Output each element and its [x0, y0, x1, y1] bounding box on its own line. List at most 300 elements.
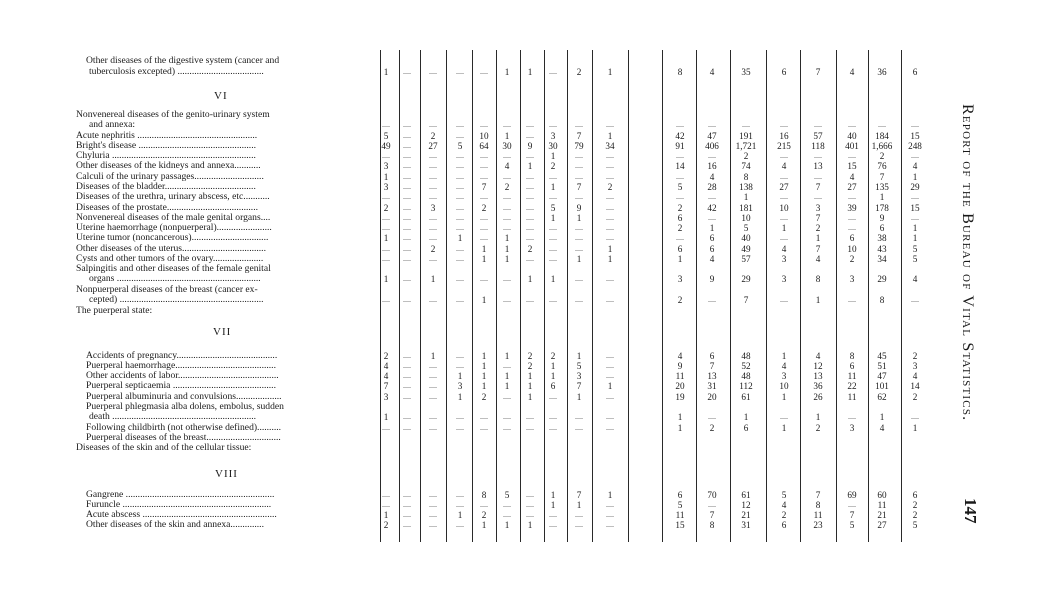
table-cell: ....: [848, 223, 856, 232]
table-cell: ....: [526, 233, 534, 242]
table-cell: ....: [848, 295, 856, 304]
table-cell: 2: [576, 67, 582, 77]
table-cell: 1: [879, 412, 885, 422]
table-cell: ....: [456, 351, 464, 360]
table-cell: 1: [781, 423, 787, 433]
table-cell: ....: [456, 254, 464, 263]
table-cell: ....: [780, 412, 788, 421]
table-cell: 1: [550, 182, 556, 192]
row-label: Calculi of the urinary passages.............................: [76, 172, 264, 182]
table-cell: ....: [848, 412, 856, 421]
table-cell: 3: [576, 371, 582, 381]
table-cell: ....: [503, 412, 511, 421]
table-cell: 1: [481, 351, 487, 361]
table-cell: 1: [781, 392, 787, 402]
table-cell: ....: [456, 161, 464, 170]
table-cell: ....: [676, 233, 684, 242]
table-cell: 6: [743, 423, 749, 433]
table-cell: 4: [912, 161, 918, 171]
table-cell: ....: [526, 500, 534, 509]
table-cell: ....: [848, 120, 856, 129]
table-cell: 4: [709, 172, 715, 182]
table-cell: 6: [879, 223, 885, 233]
table-cell: ....: [503, 213, 511, 222]
table-cell: ....: [480, 223, 488, 232]
table-cell: ....: [480, 423, 488, 432]
table-cell: 11: [877, 500, 887, 510]
row-label: Nonvenereal diseases of the male genital organs....: [76, 213, 271, 223]
table-cell: ....: [480, 151, 488, 160]
table-cell: 36: [877, 67, 887, 77]
table-cell: ....: [549, 412, 557, 421]
row-label: Salpingitis and other diseases of the female genital: [76, 264, 271, 274]
row-label: Accidents of pregnancy..........................................: [86, 351, 278, 361]
table-cell: ....: [480, 172, 488, 181]
table-cell: 45: [877, 351, 887, 361]
table-cell: 49: [381, 141, 391, 151]
table-cell: 12: [741, 500, 751, 510]
table-cell: ....: [606, 192, 614, 201]
table-cell: ....: [708, 412, 716, 421]
row-label: Other accidents of labor..........................................: [86, 371, 279, 381]
table-cell: ....: [503, 510, 511, 519]
table-cell: ....: [526, 510, 534, 519]
table-cell: ....: [780, 151, 788, 160]
table-cell: ....: [429, 120, 437, 129]
table-cell: ....: [848, 151, 856, 160]
table-cell: ....: [456, 192, 464, 201]
table-cell: 6: [781, 67, 787, 77]
table-cell: ....: [606, 510, 614, 519]
row-label: Chyluria ............................................................: [76, 151, 256, 161]
table-cell: ....: [403, 161, 411, 170]
table-cell: ....: [503, 172, 511, 181]
table-cell: 10: [741, 213, 751, 223]
table-cell: ....: [606, 203, 614, 212]
table-cell: 4: [781, 161, 787, 171]
table-cell: 1: [781, 351, 787, 361]
table-cell: ....: [549, 254, 557, 263]
table-cell: 7: [576, 381, 582, 391]
table-cell: 1: [677, 412, 683, 422]
table-cell: ....: [429, 67, 437, 76]
section-heading-viii: VIII: [215, 468, 238, 480]
table-cell: ....: [911, 295, 919, 304]
table-cell: 1: [383, 233, 389, 243]
table-cell: 2: [677, 223, 683, 233]
table-cell: 2: [383, 351, 389, 361]
table-cell: 70: [707, 490, 717, 500]
table-cell: 1: [383, 510, 389, 520]
table-cell: 4: [781, 244, 787, 254]
table-cell: ....: [911, 192, 919, 201]
table-cell: ....: [575, 274, 583, 283]
table-cell: 2: [781, 510, 787, 520]
row-label: Other diseases of the uterus...................................: [76, 244, 266, 254]
table-cell: 38: [877, 233, 887, 243]
table-cell: 15: [910, 203, 920, 213]
table-cell: ....: [606, 120, 614, 129]
table-cell: 1: [527, 381, 533, 391]
table-cell: ....: [575, 244, 583, 253]
table-cell: 20: [707, 392, 717, 402]
table-cell: 1: [527, 371, 533, 381]
table-cell: 30: [548, 141, 558, 151]
table-cell: 60: [877, 490, 887, 500]
table-cell: ....: [382, 192, 390, 201]
table-cell: 401: [845, 141, 859, 151]
table-cell: ....: [526, 182, 534, 191]
row-label: Uterine haemorrhage (nonpuerperal).......................: [76, 223, 272, 233]
table-cell: 4: [504, 161, 510, 171]
table-cell: ....: [480, 233, 488, 242]
table-cell: 4: [912, 274, 918, 284]
table-cell: 10: [479, 131, 489, 141]
table-cell: ....: [526, 172, 534, 181]
table-cell: 1: [481, 244, 487, 254]
table-cell: 4: [879, 423, 885, 433]
table-cell: ....: [606, 161, 614, 170]
row-label: Gangrene ..............................................................: [86, 490, 275, 500]
table-cell: 40: [847, 131, 857, 141]
table-cell: 11: [813, 510, 823, 520]
row-label: Uterine tumor (noncancerous)................................: [76, 233, 269, 243]
table-cell: ....: [606, 520, 614, 529]
table-cell: ....: [526, 423, 534, 432]
table-cell: ....: [456, 151, 464, 160]
row-label: Acute nephritis ..................................................: [76, 131, 258, 141]
table-cell: ....: [382, 213, 390, 222]
table-cell: 1: [481, 371, 487, 381]
table-cell: ....: [429, 192, 437, 201]
table-cell: 27: [847, 182, 857, 192]
table-cell: ....: [403, 244, 411, 253]
table-cell: ....: [848, 213, 856, 222]
table-cell: ....: [429, 295, 437, 304]
table-cell: 7: [709, 361, 715, 371]
table-cell: 2: [677, 295, 683, 305]
table-cell: ....: [606, 213, 614, 222]
table-cell: 1: [607, 131, 613, 141]
table-cell: 1: [527, 274, 533, 284]
table-cell: ....: [606, 361, 614, 370]
table-cell: 10: [779, 381, 789, 391]
table-cell: 112: [739, 381, 753, 391]
table-cell: 13: [813, 371, 823, 381]
table-cell: ....: [549, 295, 557, 304]
table-cell: 14: [910, 381, 920, 391]
row-label: Diseases of the skin and of the cellular tissue:: [76, 443, 252, 453]
table-cell: ....: [382, 423, 390, 432]
table-cell: 1: [457, 392, 463, 402]
table-cell: ....: [403, 120, 411, 129]
table-cell: 5: [457, 141, 463, 151]
table-cell: 4: [383, 361, 389, 371]
table-cell: 11: [675, 510, 685, 520]
row-label: Cysts and other tumors of the ovary.....................: [76, 254, 264, 264]
table-cell: 2: [879, 151, 885, 161]
table-cell: ....: [575, 172, 583, 181]
table-cell: 2: [912, 392, 918, 402]
table-cell: 7: [815, 182, 821, 192]
table-cell: ....: [480, 500, 488, 509]
table-cell: 42: [675, 131, 685, 141]
table-cell: 9: [709, 274, 715, 284]
table-cell: 10: [847, 244, 857, 254]
table-cell: 48: [741, 371, 751, 381]
table-cell: 1: [550, 371, 556, 381]
table-cell: ....: [403, 151, 411, 160]
table-cell: 1: [576, 213, 582, 223]
table-cell: ....: [814, 192, 822, 201]
table-cell: ....: [780, 233, 788, 242]
table-cell: ....: [549, 520, 557, 529]
table-cell: ....: [403, 274, 411, 283]
table-cell: ....: [480, 412, 488, 421]
table-cell: 1: [504, 254, 510, 264]
table-cell: ....: [403, 423, 411, 432]
table-cell: 3: [815, 203, 821, 213]
table-cell: ....: [456, 120, 464, 129]
table-cell: 27: [877, 520, 887, 530]
table-cell: ....: [606, 172, 614, 181]
table-cell: 1: [781, 223, 787, 233]
table-cell: 20: [675, 381, 685, 391]
table-cell: ....: [456, 223, 464, 232]
table-cell: 4: [709, 254, 715, 264]
table-cell: 2: [743, 151, 749, 161]
table-cell: 1: [576, 254, 582, 264]
table-cell: ....: [429, 213, 437, 222]
table-cell: ....: [575, 151, 583, 160]
table-cell: 6: [709, 351, 715, 361]
table-cell: 1: [430, 274, 436, 284]
table-cell: 2: [527, 361, 533, 371]
table-cell: 40: [741, 233, 751, 243]
table-cell: ....: [403, 392, 411, 401]
table-cell: ....: [911, 412, 919, 421]
table-cell: 2: [550, 351, 556, 361]
table-cell: 1: [607, 67, 613, 77]
table-cell: 1: [430, 351, 436, 361]
table-cell: ....: [429, 151, 437, 160]
table-cell: ....: [549, 67, 557, 76]
table-cell: 3: [781, 371, 787, 381]
row-label: Nonpuerperal diseases of the breast (cancer ex-: [76, 285, 258, 295]
table-cell: ....: [549, 510, 557, 519]
table-cell: ....: [480, 274, 488, 283]
table-cell: ....: [429, 490, 437, 499]
table-cell: ....: [403, 510, 411, 519]
table-cell: 1: [576, 500, 582, 510]
table-cell: ....: [814, 151, 822, 160]
table-cell: 2: [912, 351, 918, 361]
table-cell: ....: [606, 223, 614, 232]
table-cell: ....: [878, 120, 886, 129]
table-cell: ....: [526, 203, 534, 212]
table-cell: ....: [429, 392, 437, 401]
table-cell: ....: [503, 274, 511, 283]
table-cell: 138: [739, 182, 753, 192]
table-cell: 1: [550, 490, 556, 500]
table-cell: 1: [383, 172, 389, 182]
table-cell: 2: [527, 244, 533, 254]
table-cell: ....: [503, 203, 511, 212]
table-cell: 178: [875, 203, 889, 213]
table-cell: 2: [815, 423, 821, 433]
table-cell: ....: [606, 412, 614, 421]
table-cell: ....: [456, 172, 464, 181]
table-cell: 10: [779, 203, 789, 213]
table-cell: 2: [709, 423, 715, 433]
table-cell: ....: [575, 412, 583, 421]
table-cell: 4: [849, 67, 855, 77]
table-cell: 1: [504, 131, 510, 141]
table-cell: 6: [912, 67, 918, 77]
table-cell: 6: [849, 361, 855, 371]
table-cell: 3: [457, 381, 463, 391]
table-cell: 42: [707, 203, 717, 213]
table-cell: 6: [709, 244, 715, 254]
table-cell: ....: [575, 510, 583, 519]
table-cell: ....: [780, 172, 788, 181]
row-label: Other diseases of the kidneys and annexa...........: [76, 161, 261, 171]
table-cell: 1: [383, 274, 389, 284]
table-cell: ....: [549, 423, 557, 432]
table-cell: 1: [607, 381, 613, 391]
table-cell: 1: [457, 233, 463, 243]
table-cell: ....: [606, 371, 614, 380]
table-cell: 3: [383, 392, 389, 402]
row-label: Puerperal diseases of the breast...............................: [86, 433, 281, 443]
table-cell: 1: [504, 351, 510, 361]
column-rule: [800, 50, 801, 542]
table-cell: 1: [481, 295, 487, 305]
table-cell: 6: [677, 244, 683, 254]
table-cell: ....: [780, 120, 788, 129]
table-cell: 3: [912, 361, 918, 371]
table-cell: 7: [849, 510, 855, 520]
table-cell: ....: [429, 412, 437, 421]
table-cell: 8: [677, 67, 683, 77]
table-cell: ....: [606, 392, 614, 401]
table-cell: ....: [456, 361, 464, 370]
table-cell: 4: [781, 361, 787, 371]
table-cell: 5: [677, 500, 683, 510]
table-cell: ....: [456, 203, 464, 212]
table-cell: ....: [676, 151, 684, 160]
table-cell: ....: [382, 490, 390, 499]
table-cell: 64: [479, 141, 489, 151]
table-cell: 7: [709, 510, 715, 520]
table-cell: ....: [503, 192, 511, 201]
table-cell: ....: [403, 233, 411, 242]
table-cell: ....: [429, 161, 437, 170]
table-cell: ....: [382, 295, 390, 304]
table-cell: 4: [912, 371, 918, 381]
table-cell: ....: [526, 223, 534, 232]
table-cell: 3: [430, 203, 436, 213]
table-cell: 7: [815, 67, 821, 77]
table-cell: 7: [743, 295, 749, 305]
table-cell: ....: [429, 371, 437, 380]
table-cell: 26: [813, 392, 823, 402]
table-cell: ....: [382, 151, 390, 160]
table-cell: ....: [382, 244, 390, 253]
table-cell: ....: [549, 172, 557, 181]
column-rule: [766, 50, 767, 542]
table-cell: 4: [677, 351, 683, 361]
table-cell: ....: [575, 192, 583, 201]
table-cell: ....: [526, 192, 534, 201]
table-cell: 215: [777, 141, 791, 151]
row-label: organs ............................................................: [89, 274, 261, 284]
row-label: The puerperal state:: [76, 306, 153, 316]
table-cell: ....: [503, 392, 511, 401]
table-cell: ....: [429, 223, 437, 232]
table-cell: ....: [549, 192, 557, 201]
table-cell: ....: [911, 151, 919, 160]
page-number: 147: [961, 498, 980, 524]
table-cell: 1: [815, 233, 821, 243]
table-cell: 9: [576, 203, 582, 213]
table-cell: 1: [607, 244, 613, 254]
table-cell: ....: [575, 161, 583, 170]
table-cell: ....: [526, 254, 534, 263]
table-cell: 1: [504, 520, 510, 530]
table-cell: ....: [606, 500, 614, 509]
row-label: Furuncle ..............................................................: [86, 500, 272, 510]
table-cell: 7: [879, 172, 885, 182]
table-cell: ....: [480, 213, 488, 222]
row-label: Puerperal albuminuria and convulsions...................: [86, 392, 282, 402]
table-cell: 1: [481, 381, 487, 391]
table-cell: ....: [382, 500, 390, 509]
table-cell: 4: [781, 500, 787, 510]
table-cell: 1: [912, 223, 918, 233]
table-cell: ....: [456, 412, 464, 421]
table-cell: 6: [677, 490, 683, 500]
table-cell: ....: [403, 223, 411, 232]
table-cell: 74: [741, 161, 751, 171]
table-cell: 34: [605, 141, 615, 151]
table-cell: ....: [575, 223, 583, 232]
table-cell: 5: [849, 520, 855, 530]
table-cell: 29: [910, 182, 920, 192]
table-cell: 9: [879, 213, 885, 223]
table-cell: ....: [549, 233, 557, 242]
table-cell: 1: [527, 67, 533, 77]
table-cell: 248: [908, 141, 922, 151]
table-cell: 1: [481, 361, 487, 371]
table-cell: 1: [743, 412, 749, 422]
table-cell: 57: [741, 254, 751, 264]
table-cell: 2: [912, 510, 918, 520]
table-cell: 2: [527, 351, 533, 361]
table-cell: ....: [708, 120, 716, 129]
table-cell: 7: [576, 490, 582, 500]
table-cell: ....: [403, 295, 411, 304]
table-cell: ....: [814, 172, 822, 181]
table-cell: ....: [429, 381, 437, 390]
table-cell: ....: [403, 67, 411, 76]
table-cell: 1: [504, 233, 510, 243]
table-cell: ....: [526, 120, 534, 129]
table-cell: ....: [456, 213, 464, 222]
table-cell: ....: [606, 233, 614, 242]
row-label: cepted) ............................................................: [89, 295, 264, 305]
table-cell: ....: [456, 244, 464, 253]
